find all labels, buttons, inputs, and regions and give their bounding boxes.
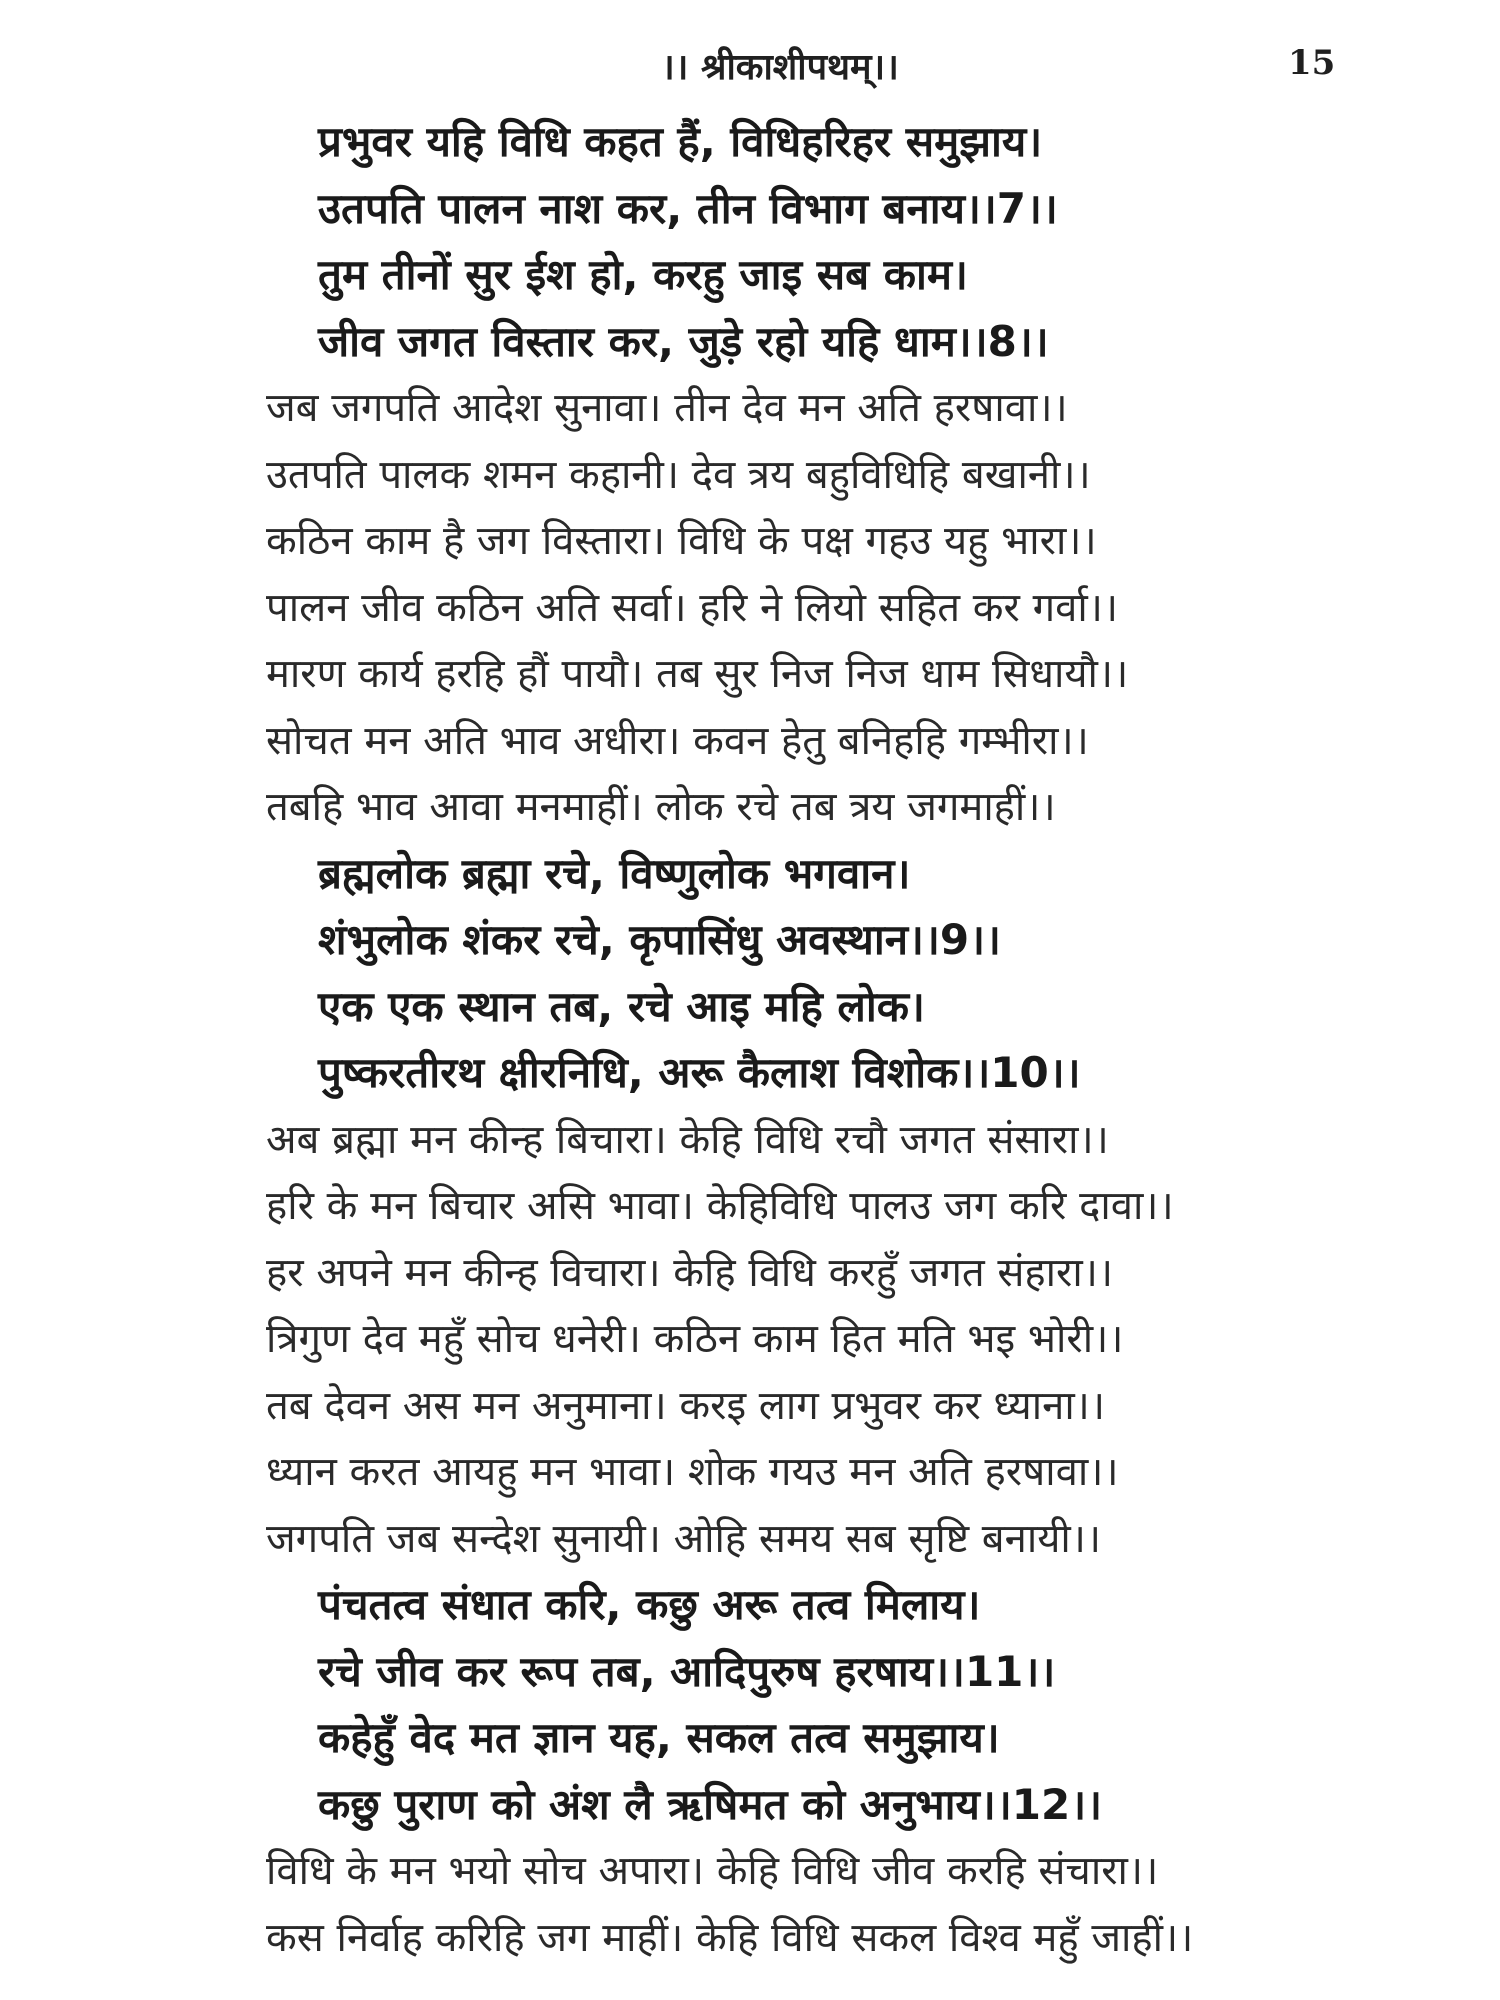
chaupai-line: जब जगपति आदेश सुनावा। तीन देव मन अति हरषावा।। — [266, 385, 1068, 431]
running-title: ।। श्रीकाशीपथम्।। — [661, 47, 899, 88]
doha-line: पंचतत्व संधात करि, कछु अरू तत्व मिलाय। — [318, 1580, 981, 1629]
chaupai-line: पालन जीव कठिन अति सर्वा। हरि ने लियो सहित कर गर्वा।। — [266, 584, 1119, 631]
doha-line: एक एक स्थान तब, रचे आइ महि लोक। — [318, 981, 925, 1031]
verse-body — [0, 109, 1500, 1971]
chaupai-line: जगपति जब सन्देश सुनायी। ओहि समय सब सृष्टि बनायी।। — [266, 1515, 1102, 1562]
doha-line: शंभुलोक शंकर रचे, कृपासिंधु अवस्थान।।9।। — [318, 915, 1001, 964]
page-number: 15 — [1288, 43, 1336, 83]
chaupai-line: सोचत मन अति भाव अधीरा। कवन हेतु बनिहहि गम्भीरा।। — [266, 717, 1089, 764]
chaupai-line: ध्यान करत आयहु मन भावा। शोक गयउ मन अति हरषावा।। — [266, 1449, 1119, 1495]
doha-line: तुम तीनों सुर ईश हो, करहु जाइ सब काम। — [318, 250, 968, 299]
chaupai-line: उतपति पालक शमन कहानी। देव त्रय बहुविधिहि बखानी।। — [266, 451, 1091, 498]
chaupai-line: कठिन काम है जग विस्तारा। विधि के पक्ष गहउ यहु भारा।। — [266, 518, 1097, 564]
chaupai-line: कस निर्वाह करिहि जग माहीं। केहि विधि सकल विश्व महुँ जाहीं।। — [266, 1914, 1194, 1961]
chaupai-line: त्रिगुण देव महुँ सोच धनेरी। कठिन काम हित मति भइ भोरी।। — [266, 1316, 1124, 1362]
doha-line: जीव जगत विस्तार कर, जुड़े रहो यहि धाम।।8।। — [318, 316, 1049, 366]
doha-line: कछु पुराण को अंश लै ऋषिमत को अनुभाय।।12।। — [318, 1779, 1103, 1829]
chaupai-line: तब देवन अस मन अनुमाना। करइ लाग प्रभुवर कर ध्याना।। — [266, 1382, 1105, 1429]
doha-line: ब्रह्मलोक ब्रह्मा रचे, विष्णुलोक भगवान। — [318, 848, 911, 898]
chaupai-line: हर अपने मन कीन्ह विचारा। केहि विधि करहुँ जगत संहारा।। — [266, 1249, 1114, 1296]
page-header — [0, 38, 1500, 98]
chaupai-line: हरि के मन बिचार असि भावा। केहिविधि पालउ जग करि दावा।। — [266, 1183, 1174, 1229]
doha-line: रचे जीव कर रूप तब, आदिपुरुष हरषाय।।11।। — [318, 1646, 1056, 1696]
chaupai-line: तबहि भाव आवा मनमाहीं। लोक रचे तब त्रय जगमाहीं।। — [266, 784, 1056, 830]
chaupai-line: मारण कार्य हरहि हौं पायौ। तब सुर निज निज धाम सिधायौ।। — [266, 651, 1129, 697]
doha-line: कहेहुँ वेद मत ज्ञान यह, सकल तत्व समुझाय। — [318, 1713, 1000, 1762]
doha-line: प्रभुवर यहि विधि कहत हैं, विधिहरिहर समुझाय। — [318, 117, 1043, 166]
doha-line: पुष्करतीरथ क्षीरनिधि, अरू कैलाश विशोक।।10।। — [318, 1048, 1081, 1097]
chaupai-line: विधि के मन भयो सोच अपारा। केहि विधि जीव करहि संचारा।। — [266, 1848, 1159, 1894]
doha-line: उतपति पालन नाश कर, तीन विभाग बनाय।।7।। — [318, 183, 1058, 233]
chaupai-line: अब ब्रह्मा मन कीन्ह बिचारा। केहि विधि रचौ जगत संसारा।। — [266, 1116, 1109, 1163]
